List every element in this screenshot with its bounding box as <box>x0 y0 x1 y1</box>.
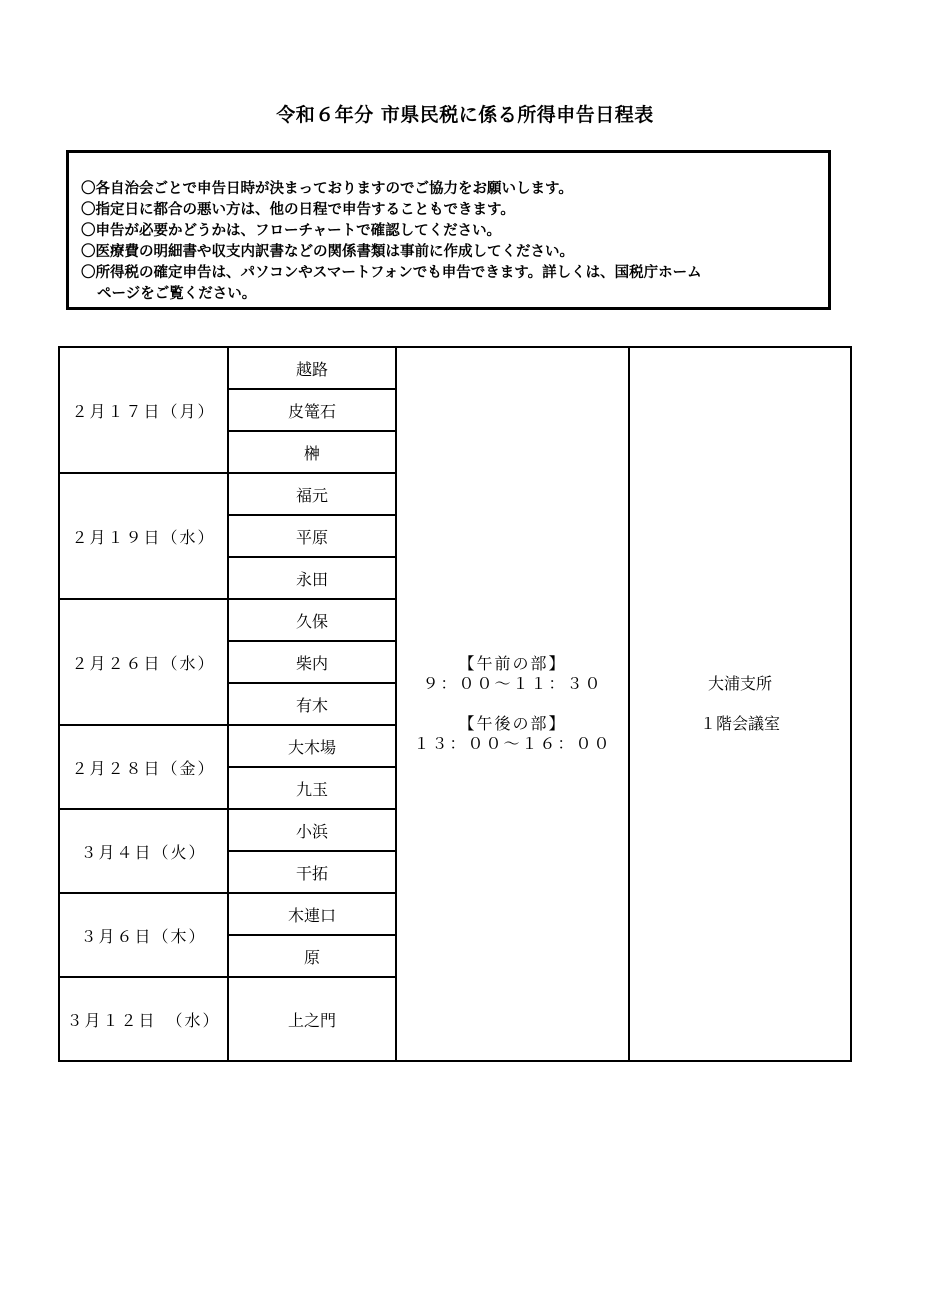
date-cell: ３月１２日 （水） <box>59 977 228 1061</box>
area-cell: 越路 <box>228 347 396 389</box>
date-cell: ３月６日（木） <box>59 893 228 977</box>
time-cell <box>396 347 629 1061</box>
area-cell: 上之門 <box>228 977 396 1061</box>
area-cell: 小浜 <box>228 809 396 851</box>
area-cell: 平原 <box>228 515 396 557</box>
area-cell: 久保 <box>228 599 396 641</box>
area-cell: 九玉 <box>228 767 396 809</box>
page-title: 令和６年分 市県民税に係る所得申告日程表 <box>276 104 654 126</box>
area-cell: 皮篭石 <box>228 389 396 431</box>
morning-label: 【午前の部】 <box>458 654 567 673</box>
area-cell: 福元 <box>228 473 396 515</box>
place-name: 大浦支所 <box>707 674 772 693</box>
notice-line: 〇医療費の明細書や収支内訳書などの関係書類は事前に作成してください。 <box>81 244 574 260</box>
schedule-table <box>58 346 852 1062</box>
afternoon-hours: １３：００～１６：００ <box>413 734 612 753</box>
area-cell: 大木場 <box>228 725 396 767</box>
notice-line: 〇申告が必要かどうかは、フローチャートで確認してください。 <box>81 223 502 239</box>
area-cell: 有木 <box>228 683 396 725</box>
table-row <box>59 347 851 389</box>
area-cell: 榊 <box>228 431 396 473</box>
date-cell: ２月２８日（金） <box>59 725 228 809</box>
place-room: １階会議室 <box>699 714 780 733</box>
notice-line-continuation <box>81 284 818 305</box>
notice-line: 〇指定日に都合の悪い方は、他の日程で申告することもできます。 <box>81 202 515 218</box>
notice-line: 〇所得税の確定申告は、パソコンやスマートフォンでも申告できます。詳しくは、国税庁ホーム <box>81 265 702 281</box>
place-cell <box>629 347 851 1061</box>
afternoon-label: 【午後の部】 <box>458 714 567 733</box>
area-cell: 木連口 <box>228 893 396 935</box>
date-cell: ３月４日（火） <box>59 809 228 893</box>
area-cell: 干拓 <box>228 851 396 893</box>
notice-line: ページをご覧ください。 <box>97 286 257 302</box>
area-cell: 永田 <box>228 557 396 599</box>
notice-box <box>66 150 831 310</box>
morning-hours: ９：００～１１：３０ <box>422 674 603 693</box>
date-cell: ２月２６日（水） <box>59 599 228 725</box>
notice-line: 〇各自治会ごとで申告日時が決まっておりますのでご協力をお願いします。 <box>81 181 573 197</box>
date-cell: ２月１９日（水） <box>59 473 228 599</box>
date-cell: ２月１７日（月） <box>59 347 228 473</box>
area-cell: 原 <box>228 935 396 977</box>
area-cell: 柴内 <box>228 641 396 683</box>
